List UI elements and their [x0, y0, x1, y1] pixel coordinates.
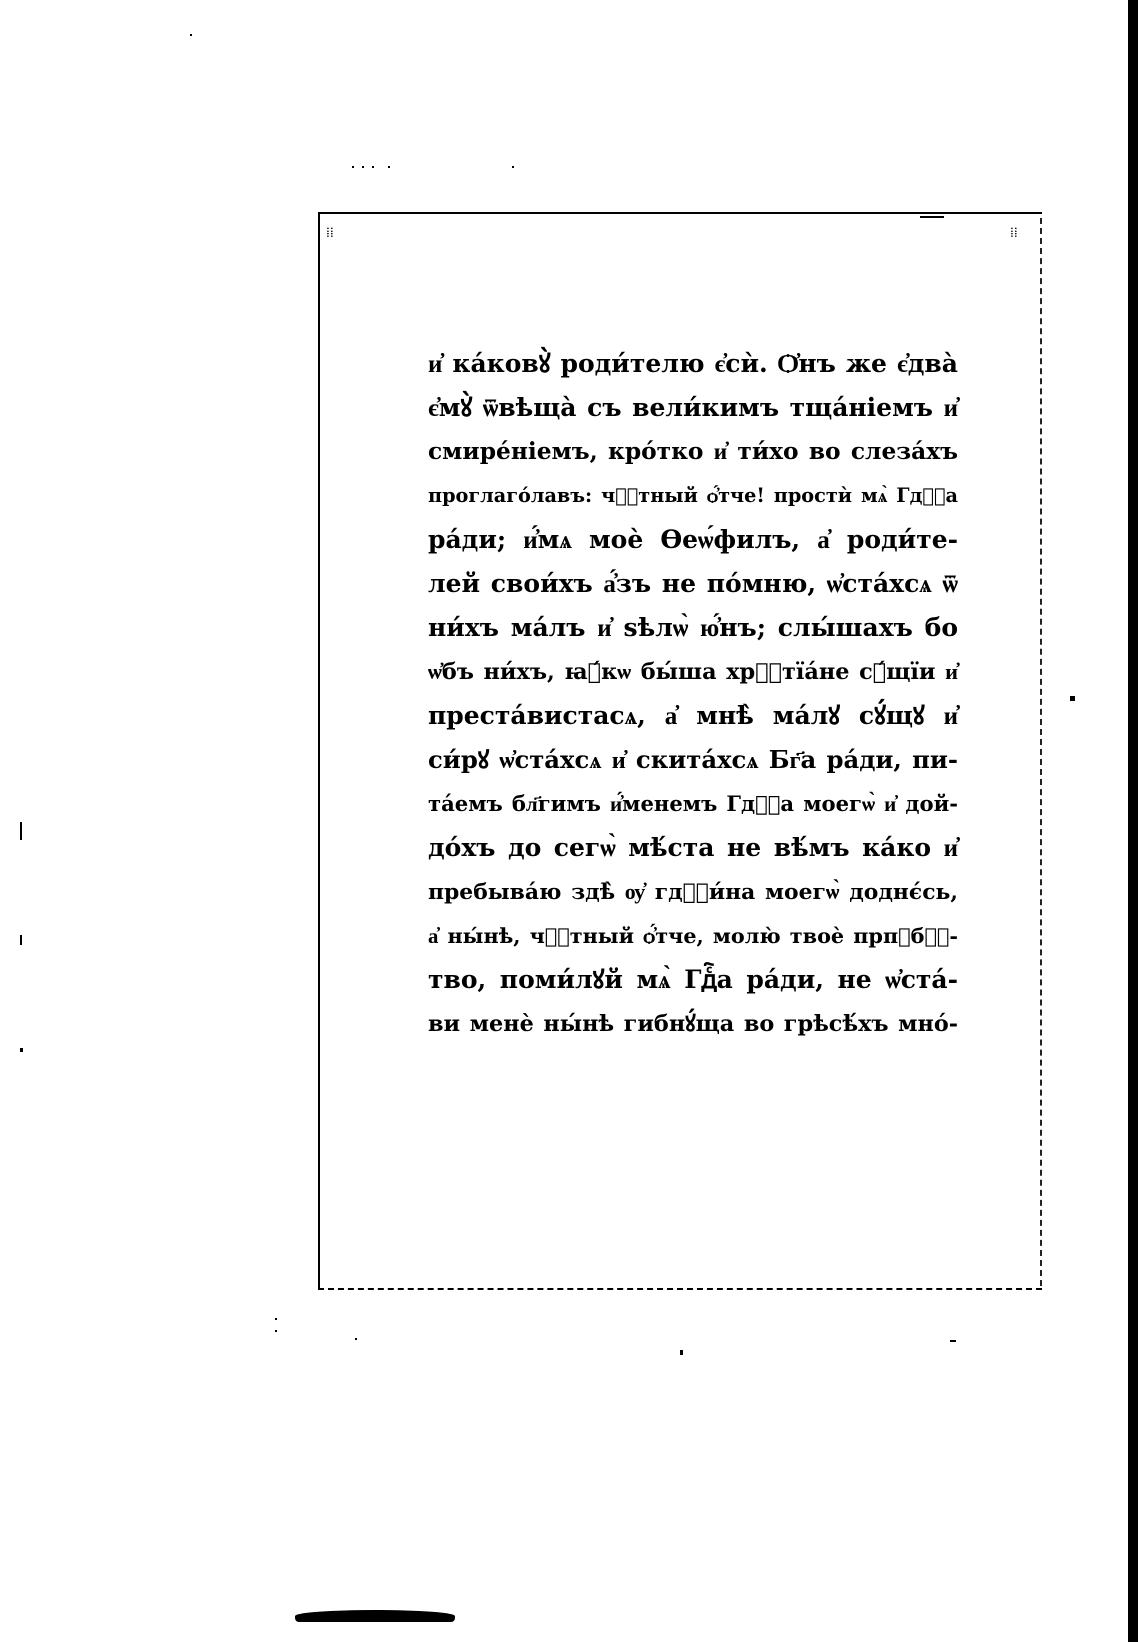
text-line: тво, поми́лꙋй мѧ̀ Гдⷭ҇а ра́ди, не ѡ҆ста́- [428, 965, 958, 994]
scan-speck [388, 166, 390, 168]
text-line: и҆ ка́ковꙋ̀ роди́телю є҆сѝ. Ѻ҆нъ же є҆два̀ [428, 349, 958, 378]
text-line: ра́ди; и҆́мѧ моѐ Ѳеѡ́филъ, а҆ роди́те- [428, 525, 958, 554]
scan-speck [950, 1340, 956, 1342]
text-line: є҆мꙋ̀ ѿвѣща̀ съ вели́кимъ тща́ніемъ и҆ [428, 393, 958, 422]
scan-speck [190, 34, 192, 36]
scan-speck [352, 166, 354, 168]
text-line: до́хъ до сегѡ̀ мѣ́ста не вѣ́мъ ка́ко и҆ [428, 833, 958, 862]
text-line: пребыва́ю здѣ̀ ѹ҆ гдⷭ҇и́на моегѡ̀ доднє́сь, [428, 879, 958, 905]
text-line: а҆ ны́нѣ, чⷭ҇тный ѻ҆́тче, молю̀ твоѐ прпⷣбⷭ҇- [428, 923, 958, 948]
scan-speck [512, 166, 514, 168]
text-line: ѡ҆бъ ни́хъ, ꙗ҆́кѡ бы́ша хрⷭ҇тїа́не сꙋ́щїи и҆ [428, 659, 958, 685]
scan-speck [275, 1318, 277, 1320]
text-line: си́рꙋ ѡ҆ста́хсѧ и҆ скита́хсѧ Бг҃а ра́ди, пи- [428, 745, 958, 774]
scan-speck [362, 166, 364, 168]
scan-speck [20, 822, 22, 840]
scan-speck [372, 166, 374, 168]
text-line: ни́хъ ма́лъ и҆ ѕѣлѡ̀ ю҆́нъ; слы́шахъ бо [428, 613, 958, 642]
scan-speck [20, 1048, 23, 1052]
ink-blot [295, 1610, 455, 1622]
text-line: лей свои́хъ а҆́зъ не по́мню, ѡ҆ста́хсѧ ѿ [428, 569, 958, 598]
scan-speck [275, 1330, 277, 1332]
page-text [428, 342, 958, 1046]
text-line: та́емъ бл҃гимъ и҆́менемъ Гдⷭ҇а моегѡ̀ и҆ дой- [428, 791, 958, 816]
corner-mark-left: ⁞⁞ [326, 225, 334, 241]
scan-speck [20, 935, 22, 945]
page-frame-right-edge [1040, 218, 1042, 1286]
scan-speck [1070, 696, 1075, 701]
text-line: ви менѐ ны́нѣ гибнꙋ́ща во грѣсѣ́хъ мно́- [428, 1011, 958, 1037]
scan-speck [680, 1350, 683, 1355]
frame-tick [920, 216, 944, 218]
scan-edge-shadow [1128, 0, 1138, 1642]
text-line: смире́ніемъ, кро́тко и҆ ти́хо во слеза́хъ [428, 438, 958, 465]
corner-mark-right: ⁞⁞ [1010, 225, 1018, 241]
text-line: проглаго́лавъ: чⷭ҇тный ѻ҆́тче! простѝ мѧ̀ Гдⷭ҇а [428, 484, 958, 507]
text-line: преста́вистасѧ, а҆ мнѣ̀ ма́лꙋ сꙋ́щꙋ и҆ [428, 701, 958, 730]
scan-speck [355, 1338, 357, 1340]
